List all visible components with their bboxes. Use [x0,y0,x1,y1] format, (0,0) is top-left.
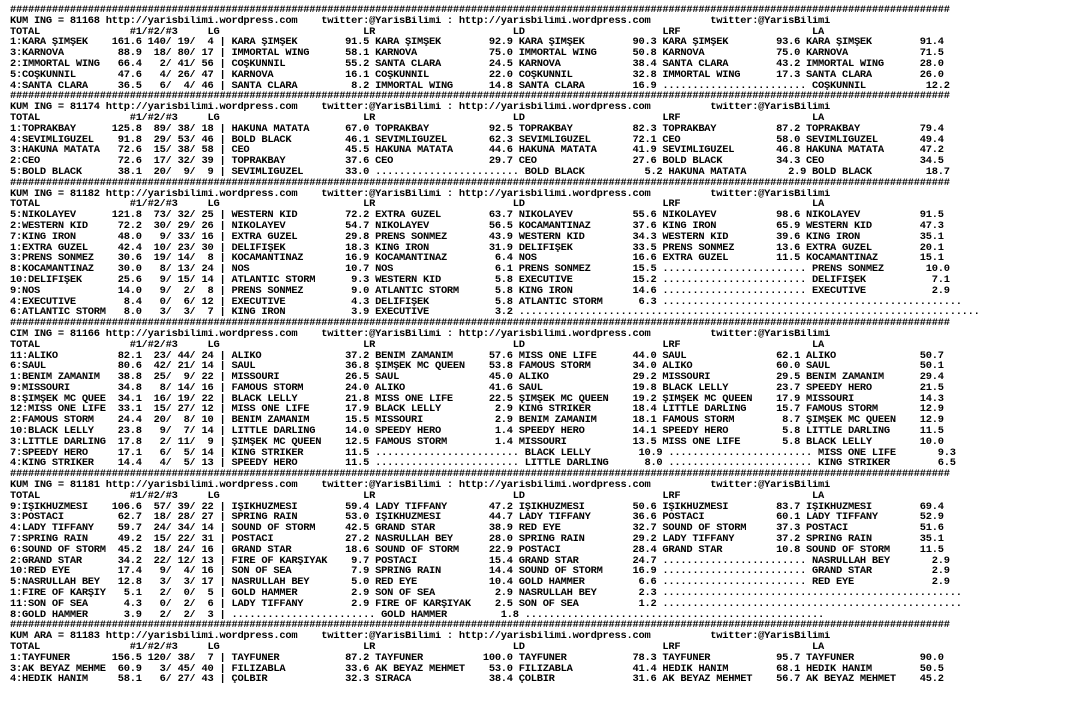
horse-row: 10:RED EYE 17.4 9/ 4/ 16 | SON OF SEA 7.9 SPRING RAIN 14.4 SOUND OF STORM 16.9 ........................ GRAND STAR 2.9 [10,566,950,578]
horse-row: 2:FAMOUS STORM 24.4 20/ 8/ 10 | BENİM ZAMANIM 15.5 MISSOURI 2.9 BENİM ZAMANIM 18.1 FAMOUS STORM 8.7 ŞİMŞEK MC QUEEN 12.9 [10,415,944,427]
horse-row: 5:NIKOLAYEV 121.8 73/ 32/ 25 | WESTERN KID 72.2 EXTRA GÜZEL 63.7 NIKOLAYEV 55.6 NIKOLAYEV 98.6 NIKOLAYEV 91.5 [10,210,944,221]
horse-row: 11:ALİKO 82.1 23/ 44/ 24 | ALİKO 37.2 BENİM ZAMANIM 57.6 MISS ONE LIFE 44.0 SAUL 62.1 ALİKO 50.7 [10,350,944,362]
column-header-line: TOTAL #1/#2/#3 LG LR LD LRF LA [10,490,825,502]
horse-row: 12:MISS ONE LIFE 33.1 15/ 27/ 12 | MISS ONE LIFE 17.9 BLACK LELLY 2.9 KING STRIKER 18.4 LITTLE DARLING 15.7 FAMOUS STORM 12.9 [10,404,944,416]
horse-row: 7:KING IRON 48.0 9/ 33/ 16 | EXTRA GÜZEL 29.8 PRENS SÖNMEZ 43.9 WESTERN KID 34.3 WESTERN KID 39.6 KING IRON 35.1 [10,231,944,243]
separator-line: ############################################################################################################################################################# [10,469,950,481]
race-statistics-text [10,5,1072,711]
horse-row: 7:SPEEDY HERO 17.1 6/ 5/ 14 | KING STRIKER 11.5 ........................ BLACK LELLY 10.9 ........................ MISS ONE LIFE 9.3 [10,447,956,459]
horse-row: 3:KARNOVA 88.9 18/ 80/ 17 | IMMORTAL WING 58.1 KARNOVA 75.0 IMMORTAL WING 50.8 KARNOVA 75.0 KARNOVA 71.5 [10,48,944,59]
horse-row: 10:DELİFİŞEK 25.6 9/ 15/ 14 | ATLANTIC STORM 9.3 WESTERN KID 5.8 EXECUTIVE 15.2 ........................ DELİFİŞEK 7.1 [10,274,950,286]
horse-row: 1:FIRE OF KARŞIY 5.1 2/ 0/ 5 | GOLD HAMMER 2.9 SON OF SEA 2.9 NASRULLAH BEY 2.3 .................................................. [10,588,962,599]
horse-row: 3:HAKUNA MATATA 72.6 15/ 38/ 58 | CEO 45.5 HAKUNA MATATA 44.6 HAKUNA MATATA 41.9 SEVİMLİGÜZEL 46.8 HAKUNA MATATA 47.2 [10,145,944,157]
race-header-line: CIM ING = 81166 http://yarisbilimi.wordpress.com twitter:@YarisBilimi : http://yarisbilimi.wordpress.com twitter:@YarisBilimi [10,328,830,340]
column-header-line: TOTAL #1/#2/#3 LG LR LD LRF LA [10,26,825,38]
horse-row: 4:KING STRIKER 14.4 4/ 5/ 13 | SPEEDY HERO 11.5 ........................ LITTLE DARLING 8.0 ........................ KING STRIKER 6.5 [10,458,956,470]
separator-line: ############################################################################################################################################################# [10,5,950,16]
separator-line: ############################################################################################################################################################# [10,318,950,329]
horse-row: 7:SPRING RAIN 49.2 15/ 22/ 31 | POSTACI 27.2 NASRULLAH BEY 28.0 SPRING RAIN 29.2 LADY TIFFANY 37.2 SPRING RAIN 35.1 [10,534,944,545]
separator-line: ############################################################################################################################################################# [10,177,950,189]
horse-row: 2:WESTERN KID 72.2 30/ 29/ 26 | NIKOLAYEV 54.7 NIKOLAYEV 56.5 KOCAMANTINAZ 37.6 KING IRON 65.9 WESTERN KID 47.3 [10,220,944,232]
race-header-line: KUM ING = 81181 http://yarisbilimi.wordpress.com twitter:@YarisBilimi : http://yarisbilimi.wordpress.com twitter:@YarisBilimi [10,480,830,491]
horse-row: 6:SAUL 80.6 42/ 21/ 14 | SAUL 36.8 ŞİMŞEK MC QUEEN 53.8 FAMOUS STORM 34.0 ALİKO 60.0 SAUL 50.1 [10,361,944,373]
horse-row: 9:NOS 14.0 9/ 2/ 8 | PRENS SÖNMEZ 9.0 ATLANTIC STORM 5.8 KING IRON 14.6 ........................ EXECUTIVE 2.9 [10,285,950,297]
separator-line: ############################################################################################################################################################# [10,91,950,103]
horse-row: 6:SOUND OF STORM 45.2 18/ 24/ 16 | GRAND STAR 18.6 SOUND OF STORM 22.9 POSTACI 28.4 GRAND STAR 10.8 SOUND OF STORM 11.5 [10,544,944,556]
horse-row: 11:SON OF SEA 4.3 0/ 2/ 6 | LADY TIFFANY 2.9 FIRE OF KARŞIYAK 2.5 SON OF SEA 1.2 .................................................. [10,598,962,610]
horse-row: 9:IŞIKHÜZMESİ 106.6 57/ 39/ 22 | IŞIKHÜZMESİ 59.4 LADY TIFFANY 47.2 IŞIKHÜZMESİ 50.6 IŞIKHÜZMESİ 83.7 IŞIKHÜZMESİ 69.4 [10,501,944,513]
horse-row: 2:GRAND STAR 34.2 22/ 12/ 13 | FIRE OF KARŞIYAK 9.7 POSTACI 15.4 GRAND STAR 24.7 ........................ NASRULLAH BEY 2.9 [10,555,950,567]
horse-row: 10:BLACK LELLY 23.8 9/ 7/ 14 | LITTLE DARLING 14.0 SPEEDY HERO 1.4 SPEEDY HERO 14.1 SPEEDY HERO 5.8 LITTLE DARLING 11.5 [10,426,944,437]
column-header-line: TOTAL #1/#2/#3 LG LR LD LRF LA [10,642,825,653]
horse-row: 6:ATLANTIC STORM 8.0 3/ 3/ 7 | KING IRON 3.9 EXECUTIVE 3.2 ............................................................................. [10,307,980,319]
horse-row: 2:IMMORTAL WING 66.4 2/ 41/ 56 | COŞKUNNİL 55.2 SANTA CLARA 24.5 KARNOVA 38.4 SANTA CLARA 43.2 IMMORTAL WING 28.0 [10,58,944,70]
horse-row: 9:MISSOURI 34.8 8/ 14/ 16 | FAMOUS STORM 24.0 ALİKO 41.6 SAUL 19.8 BLACK LELLY 23.7 SPEEDY HERO 21.5 [10,382,944,394]
horse-row: 4:HEDİK HANIM 58.1 6/ 27/ 43 | ÇOLBİR 32.3 SIRACA 38.4 ÇOLBİR 31.6 AK BEYAZ MEHMET 56.7 AK BEYAZ MEHMET 45.2 [10,674,944,686]
race-header-line: KUM ING = 81182 http://yarisbilimi.wordpress.com twitter:@YarisBilimi : http://yarisbilimi.wordpress.com twitter:@YarisBilimi [10,188,830,200]
horse-row: 2:CEO 72.6 17/ 32/ 39 | TOPRAKBAY 37.6 CEO 29.7 CEO 27.6 BOLD BLACK 34.3 CEO 34.5 [10,156,944,167]
horse-row: 3:POSTACI 62.7 18/ 28/ 27 | SPRING RAIN 53.0 IŞIKHÜZMESİ 44.7 LADY TIFFANY 36.6 POSTACI 60.1 LADY TIFFANY 52.9 [10,512,944,524]
horse-row: 3:LITTLE DARLING 17.8 2/ 11/ 9 | ŞİMŞEK MC QUEEN 12.5 FAMOUS STORM 1.4 MISSOURI 13.5 MISS ONE LIFE 5.8 BLACK LELLY 10.0 [10,436,944,448]
horse-row: 8:GOLD HAMMER 3.9 2/ 2/ 3 | ........................ GOLD HAMMER 1.8 .................................................. [10,609,825,621]
horse-row: 4:SEVİMLİGÜZEL 91.8 29/ 53/ 46 | BOLD BLACK 46.1 SEVİMLİGÜZEL 62.3 SEVİMLİGÜZEL 72.1 CEO 58.0 SEVİMLİGÜZEL 49.4 [10,134,944,146]
race-header-line: KUM ING = 81174 http://yarisbilimi.wordpress.com twitter:@YarisBilimi : http://yarisbilimi.wordpress.com twitter:@YarisBilimi [10,102,830,113]
horse-row: 5:COŞKUNNİL 47.6 4/ 26/ 47 | KARNOVA 16.1 COŞKUNNİL 22.0 COŞKUNNİL 32.8 IMMORTAL WING 17.3 SANTA CLARA 26.0 [10,69,944,81]
horse-row: 8:KOCAMANTINAZ 30.0 8/ 13/ 24 | NOS 10.7 NOS 6.1 PRENS SÖNMEZ 15.5 ........................ PRENS SÖNMEZ 10.0 [10,264,950,275]
horse-row: 5:BOLD BLACK 38.1 20/ 9/ 9 | SEVİMLİGÜZEL 33.0 ........................ BOLD BLACK 5.2 HAKUNA MATATA 2.9 BOLD BLACK 18.7 [10,166,950,178]
horse-row: 4:SANTA CLARA 36.5 6/ 4/ 46 | SANTA CLARA 8.2 IMMORTAL WING 14.8 SANTA CLARA 16.9 ........................ COŞKUNNİL 12.2 [10,80,950,92]
column-header-line: TOTAL #1/#2/#3 LG LR LD LRF LA [10,339,825,351]
race-header-line: KUM ARA = 81183 http://yarisbilimi.wordpress.com twitter:@YarisBilimi : http://yarisbilimi.wordpress.com twitter:@YarisBilimi [10,631,830,643]
horse-row: 1:KARA ŞİMŞEK 161.6 140/ 19/ 4 | KARA ŞİMŞEK 91.5 KARA ŞİMŞEK 92.9 KARA ŞİMŞEK 90.3 KARA ŞİMŞEK 93.6 KARA ŞİMŞEK 91.4 [10,37,944,49]
column-header-line: TOTAL #1/#2/#3 LG LR LD LRF LA [10,199,825,211]
horse-row: 1:TOPRAKBAY 125.8 89/ 38/ 18 | HAKUNA MATATA 67.0 TOPRAKBAY 92.5 TOPRAKBAY 82.3 TOPRAKBAY 87.2 TOPRAKBAY 79.4 [10,123,944,135]
horse-row: 4:LADY TIFFANY 59.7 24/ 34/ 14 | SOUND OF STORM 42.5 GRAND STAR 38.9 RED EYE 32.7 SOUND OF STORM 37.3 POSTACI 51.6 [10,523,944,535]
horse-row: 3:AK BEYAZ MEHME 60.9 3/ 45/ 40 | FİLİZABLA 33.6 AK BEYAZ MEHMET 53.0 FİLİZABLA 41.4 HEDİK HANIM 68.1 HEDİK HANIM 50.5 [10,663,944,675]
horse-row: 1:TAYFUNER 156.5 120/ 38/ 7 | TAYFUNER 87.2 TAYFUNER 100.0 TAYFUNER 78.3 TAYFUNER 95.7 TAYFUNER 90.0 [10,652,944,664]
horse-row: 1:EXTRA GÜZEL 42.4 10/ 23/ 30 | DELİFİŞEK 18.3 KING IRON 31.9 DELİFİŞEK 33.5 PRENS SÖNMEZ 13.6 EXTRA GÜZEL 20.1 [10,242,944,254]
horse-row: 4:EXECUTIVE 8.4 0/ 6/ 12 | EXECUTIVE 4.3 DELİFİŞEK 5.8 ATLANTIC STORM 6.3 .................................................. [10,296,962,308]
column-header-line: TOTAL #1/#2/#3 LG LR LD LRF LA [10,112,825,124]
race-header-line: KUM ING = 81168 http://yarisbilimi.wordpress.com twitter:@YarisBilimi : http://yarisbilimi.wordpress.com twitter:@YarisBilimi [10,15,830,27]
horse-row: 5:NASRULLAH BEY 12.8 3/ 3/ 17 | NASRULLAH BEY 5.0 RED EYE 10.4 GOLD HAMMER 6.6 ........................ RED EYE 2.9 [10,577,950,589]
separator-line: ############################################################################################################################################################# [10,620,950,632]
horse-row: 8:ŞİMŞEK MC QUEE 34.1 16/ 19/ 22 | BLACK LELLY 21.8 MISS ONE LIFE 22.5 ŞİMŞEK MC QUEEN 19.2 ŞİMŞEK MC QUEEN 17.9 MISSOURI 14.3 [10,393,944,405]
horse-row: 3:PRENS SÖNMEZ 30.6 19/ 14/ 8 | KOCAMANTINAZ 16.9 KOCAMANTINAZ 6.4 NOS 16.6 EXTRA GÜZEL 11.5 KOCAMANTINAZ 15.1 [10,253,944,265]
horse-row: 1:BENİM ZAMANIM 38.8 25/ 9/ 22 | MISSOURI 26.5 SAUL 45.0 ALİKO 29.2 MISSOURI 29.5 BENİM ZAMANIM 29.4 [10,372,944,383]
